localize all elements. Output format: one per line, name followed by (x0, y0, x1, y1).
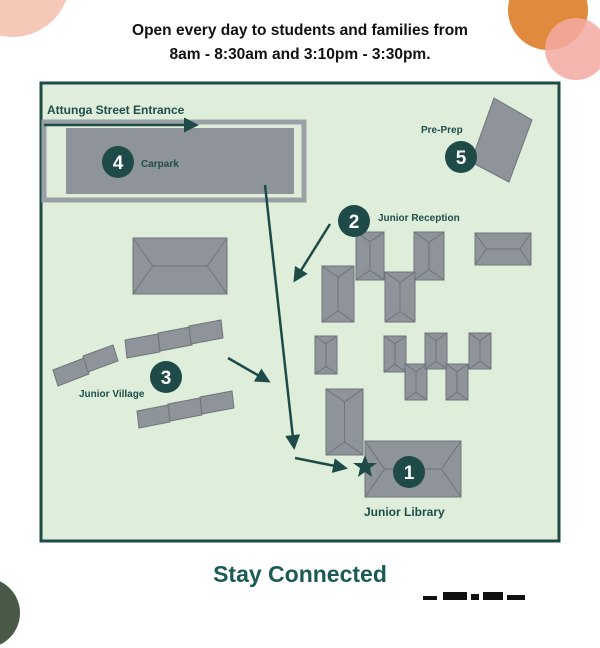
carpark-label: Carpark (141, 159, 179, 170)
qr-code[interactable] (423, 592, 527, 600)
marker-1 (393, 456, 425, 488)
hours-line-2: 8am - 8:30am and 3:10pm - 3:30pm. (169, 46, 431, 63)
svg-text:3: 3 (160, 368, 172, 389)
entrance-label: Attunga Street Entrance (47, 103, 185, 117)
stay-connected-heading: Stay Connected (213, 561, 387, 587)
marker-3 (150, 361, 182, 393)
marker-4 (102, 146, 134, 178)
junior-village-label: Junior Village (79, 389, 145, 400)
marker-5 (445, 141, 477, 173)
carpark-lot (66, 128, 294, 194)
svg-text:5: 5 (455, 148, 467, 169)
svg-text:2: 2 (348, 212, 360, 233)
junior-reception-label: Junior Reception (378, 213, 460, 224)
svg-text:1: 1 (403, 463, 415, 484)
hours-line-1: Open every day to students and families from (132, 22, 468, 39)
pre-prep-label: Pre-Prep (421, 125, 463, 136)
svg-text:4: 4 (112, 153, 124, 174)
junior-library-label: Junior Library (364, 505, 445, 519)
marker-2 (338, 205, 370, 237)
